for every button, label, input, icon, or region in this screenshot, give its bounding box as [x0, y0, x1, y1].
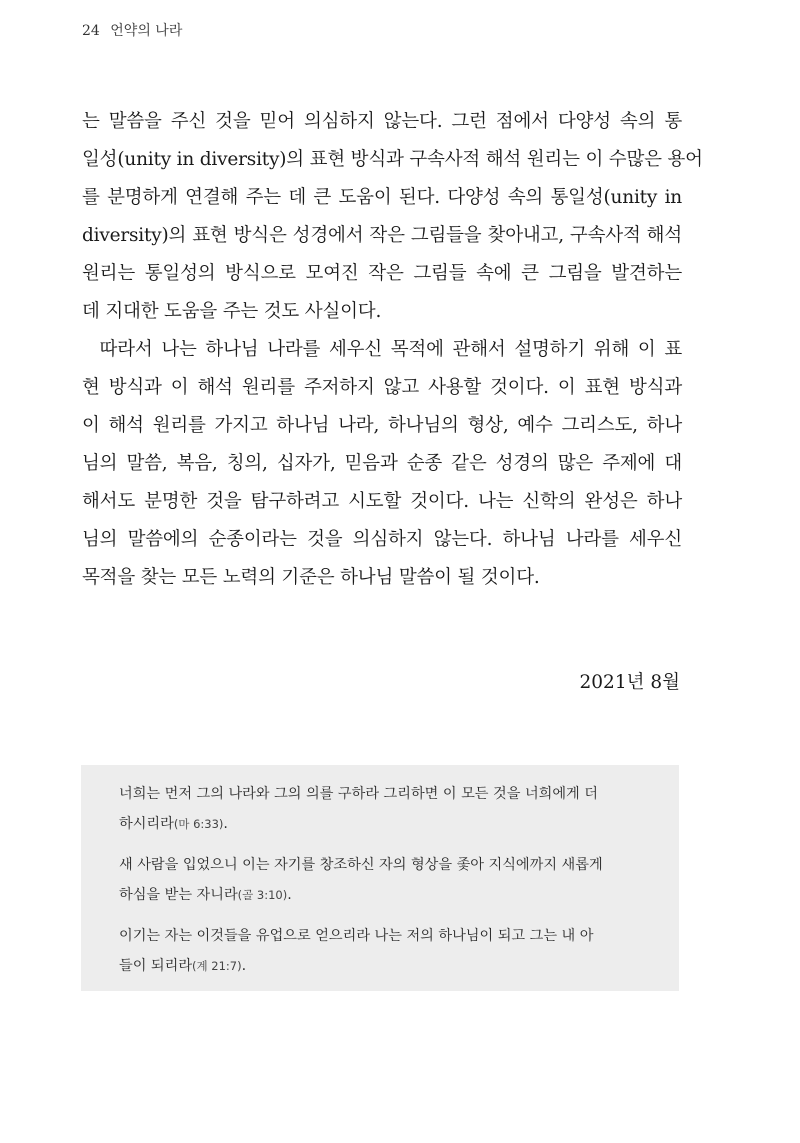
body-line-2: 일성(unity in diversity)의 표현 방식과 구속사적 해석 원리는 이 수많은 용어	[82, 149, 703, 170]
body-line-7: 따라서 나는 하나님 나라를 세우신 목적에 관해서 설명하기 위해 이 표	[82, 339, 682, 360]
quote-line	[119, 880, 649, 910]
scripture-quote	[119, 779, 649, 839]
book-title: 언약의 나라	[110, 23, 183, 39]
body-line-10: 님의 말씀, 복음, 칭의, 십자가, 믿음과 순종 같은 성경의 많은 주제에 대	[82, 453, 682, 474]
scripture-reference: (마 6:33)	[173, 817, 224, 831]
scripture-quote	[119, 850, 649, 910]
page-number: 24	[82, 23, 100, 39]
quote-line: 새 사람을 입었으니 이는 자기를 창조하신 자의 형상을 좇아 지식에까지 새롭게	[119, 857, 603, 873]
quote-line: 너희는 먼저 그의 나라와 그의 의를 구하라 그리하면 이 모든 것을 너희에게 더	[119, 786, 598, 802]
quote-end: .	[287, 887, 292, 903]
quote-line	[119, 809, 649, 839]
body-line-13: 목적을 찾는 모든 노력의 기준은 하나님 말씀이 될 것이다.	[82, 567, 540, 588]
scripture-reference: (계 21:7)	[192, 959, 242, 973]
running-head	[82, 20, 182, 40]
quote-text: 하심을 받는 자니라	[119, 887, 238, 903]
scripture-quote-box	[81, 765, 679, 991]
quote-text: 들이 되리라	[119, 958, 193, 974]
quote-end: .	[241, 958, 247, 974]
body-line-1: 는 말씀을 주신 것을 믿어 의심하지 않는다. 그런 점에서 다양성 속의 통	[82, 111, 682, 132]
scripture-quote	[119, 921, 649, 981]
signature-date: 2021년 8월	[579, 672, 680, 693]
body-line-6: 데 지대한 도움을 주는 것도 사실이다.	[82, 301, 382, 322]
body-line-3: 를 분명하게 연결해 주는 데 큰 도움이 된다. 다양성 속의 통일성(unity in	[82, 187, 682, 208]
body-text	[82, 103, 703, 597]
quote-line	[119, 951, 649, 981]
body-line-8: 현 방식과 이 해석 원리를 주저하지 않고 사용할 것이다. 이 표현 방식과	[82, 377, 682, 398]
body-line-5: 원리는 통일성의 방식으로 모여진 작은 그림들 속에 큰 그림을 발견하는	[82, 263, 682, 284]
body-line-11: 해서도 분명한 것을 탐구하려고 시도할 것이다. 나는 신학의 완성은 하나	[82, 491, 682, 512]
quote-end: .	[223, 816, 228, 832]
quote-text: 하시리라	[119, 816, 174, 832]
body-line-4: diversity)의 표현 방식은 성경에서 작은 그림들을 찾아내고, 구속사적 해석	[82, 225, 682, 246]
body-line-9: 이 해석 원리를 가지고 하나님 나라, 하나님의 형상, 예수 그리스도, 하나	[82, 415, 682, 436]
quote-line: 이기는 자는 이것들을 유업으로 얻으리라 나는 저의 하나님이 되고 그는 내 아	[119, 928, 594, 944]
body-line-12: 님의 말씀에의 순종이라는 것을 의심하지 않는다. 하나님 나라를 세우신	[82, 529, 682, 550]
scripture-reference: (골 3:10)	[237, 888, 288, 902]
